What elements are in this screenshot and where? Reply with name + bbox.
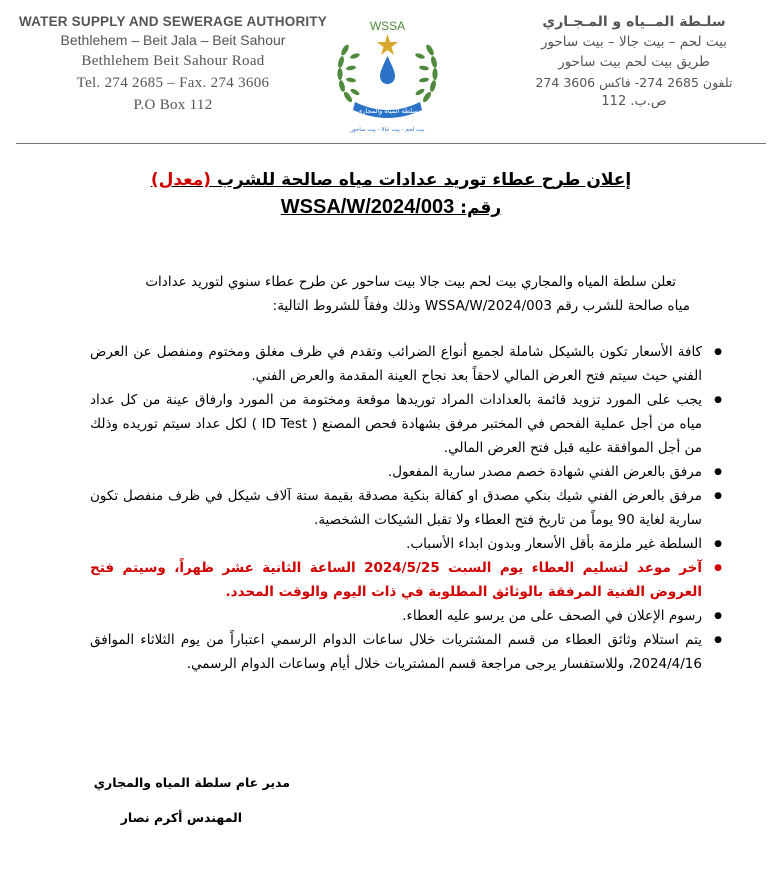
condition-item: ● يتم استلام وثائق العطاء من قسم المشتريات خلال ساعات الدوام الرسمي اعتباراً من يوم الثلاثاء الموافق 2024/4/16، وللاستفسار يرجى مراجعة قسم المشتريات خلال أيام وساعات الدوام الرسمي. (90, 628, 702, 676)
water-drop-icon (380, 56, 395, 84)
condition-item: ● رسوم الإعلان في الصحف على من يرسو عليه العطاء. (90, 604, 702, 628)
condition-item: ● يجب على المورد تزويد قائمة بالعدادات المراد توريدها موقعة ومختومة من المورد وارفاق عينة من كل عداد مياه من أجل عملية الفحص في المختبر مرفق بشهادة فحص المصنع ( ID Test ) لكل عداد سيتم توريده وذلك من أجل الموافقة عليه قبل فتح العرض المالي. (90, 388, 702, 460)
pobox-en: P.O Box 112 (133, 97, 213, 113)
condition-item-deadline: ● آخر موعد لتسليم العطاء يوم السبت 2024/5/25 الساعة الثانية عشر ظهراً، وسيتم فتح العروض الفنية المرفقة بالوثائق المطلوبة في ذات اليوم والوقت المحدد. (90, 556, 702, 604)
conditions-list (90, 340, 724, 676)
announcement-title (0, 167, 782, 222)
title-amended: (معدل) (150, 170, 212, 190)
reference-line (0, 193, 782, 222)
wreath-left-icon (337, 44, 361, 104)
pobox-ar: ص.ب. 112 (601, 94, 667, 109)
condition-item: ● السلطة غير ملزمة بأقل الأسعار وبدون ابداء الأسباب. (90, 532, 702, 556)
condition-item: ● كافة الأسعار تكون بالشيكل شاملة لجميع أنواع الضرائب وتقدم في ظرف مغلق ومختوم ومنفصل عن العرض الفني حيث سيتم فتح العرض المالي لاحقاً بعد نجاح العينة المقدمة والعرض الفني. (90, 340, 702, 388)
ref-number: WSSA/W/2024/003 (280, 196, 455, 218)
star-icon (377, 34, 398, 55)
cities-ar: بيت لحم – بيت جالا – بيت ساحور (540, 34, 728, 50)
condition-item: ● مرفق بالعرض الفني شهادة خصم مصدر سارية المفعول. (90, 460, 702, 484)
condition-item: ● مرفق بالعرض الفني شيك بنكي مصدق او كفالة بنكية مصدقة بقيمة ستة آلاف شيكل في ظرف منفصل تكون سارية لغاية 90 يوماً من تاريخ فتح العطاء ولا تقبل الشيكات الشخصية. (90, 484, 702, 532)
address-ar: طريق بيت لحم بيت ساحور (558, 54, 710, 70)
address-en: Bethlehem Beit Sahour Road (81, 53, 265, 69)
logo-acronym: WSSA (369, 19, 406, 33)
org-name-ar: سلـطة المــياه و المـجـاري (542, 14, 726, 30)
intro-paragraph (90, 270, 690, 318)
logo-cities-text: بيت لحم - بيت جالا - بيت ساحور (350, 127, 425, 133)
header-english (18, 14, 328, 114)
logo-ribbon-text: سلطة المياه والمجاري (357, 107, 418, 115)
ref-label: رقم: (460, 198, 502, 218)
wssa-logo (325, 10, 450, 136)
wreath-right-icon (415, 44, 439, 104)
phone-fax-ar: تلفون 2685 274- فاكس 3606 274 (535, 75, 733, 90)
title-line (0, 167, 782, 193)
header-divider (16, 143, 766, 144)
title-main: إعلان طرح عطاء توريد عدادات مياه صالحة للشرب (216, 170, 632, 190)
intro-line-1: تعلن سلطة المياه والمجاري بيت لحم بيت جالا بيت ساحور عن طرح عطاء سنوي لتوريد عدادات (145, 274, 676, 290)
org-name-en: WATER SUPPLY AND SEWERAGE AUTHORITY (18, 14, 328, 29)
header-arabic (514, 14, 754, 109)
intro-line-2: مياه صالحة للشرب رقم WSSA/W/2024/003 وذلك وفقاً للشروط التالية: (272, 298, 690, 314)
signature-position: مدير عام سلطة المياه والمجاري (93, 775, 290, 790)
phone-fax-en: Tel. 274 2685 – Fax. 274 3606 (76, 75, 270, 91)
cities-en: Bethlehem – Beit Jala – Beit Sahour (60, 32, 286, 48)
signature-name: المهندس أكرم نصار (120, 810, 242, 825)
